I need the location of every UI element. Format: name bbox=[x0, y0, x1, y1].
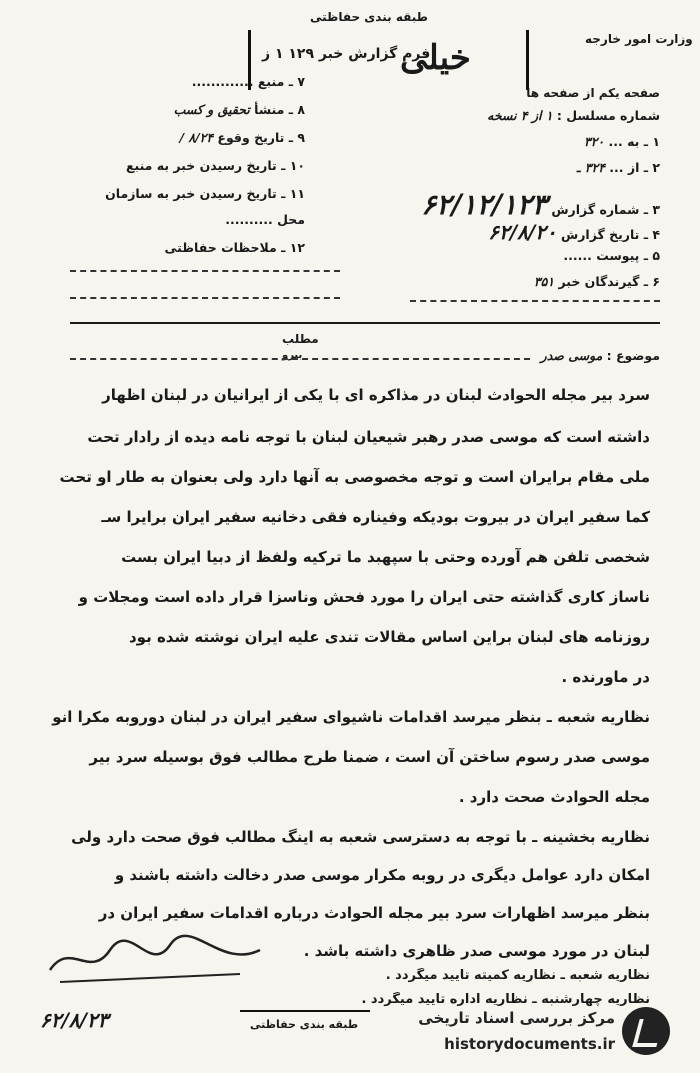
body-line: روزنامه های لبنان براین اساس مقالات تندی علیه ایران نوشته شده بود bbox=[128, 628, 650, 646]
handwritten-scribble bbox=[40, 930, 270, 990]
body-line: امکان دارد عوامل دیگری در روبه مکرار موسی صدر دخالت داشته باشند و bbox=[114, 866, 650, 884]
bottom-classification-label: طبقه بندی حفاظتی bbox=[250, 1018, 359, 1031]
field-event-date: ۹ ـ تاریخ وقوع ۸/۲۴ / bbox=[179, 130, 305, 145]
watermark-url: historydocuments.ir bbox=[444, 1035, 615, 1053]
field-to: ۱ ـ به ... ۳۲۰ bbox=[583, 134, 660, 149]
body-line: موسی صدر رسوم ساختن آن است ، ضمنا طرح مطالب فوق بوسیله سرد بیر bbox=[89, 748, 650, 766]
field-place: محل .......... bbox=[225, 212, 305, 227]
field-news-to-agency-date: ۱۱ ـ تاریخ رسیدن خبر به سازمان bbox=[105, 186, 305, 201]
field-report-date: ۴ ـ تاریخ گزارش ۶۲/۸/۲۰ bbox=[488, 220, 660, 244]
classification-stamp: خیلی bbox=[400, 38, 471, 78]
watermark-name: مرکز بررسی اسناد تاریخی bbox=[418, 1009, 615, 1027]
archive-logo-icon bbox=[622, 1007, 670, 1055]
watermark bbox=[400, 1003, 670, 1063]
footer-rule bbox=[240, 1010, 370, 1012]
body-line: نظاریه بخشینه ـ با توجه به دسترسی شعبه به اینگ مطالب فوق صحت دارد ولی bbox=[71, 828, 650, 846]
subject-row: موضوع : موسی صدر bbox=[540, 348, 660, 363]
body-line: ملی مقام برایران است و توجه مخصوصی به آنها دارد ولی بعنوان به طار او تحت bbox=[59, 468, 650, 486]
top-classification-label: طبقه بندی حفاظتی bbox=[310, 10, 428, 24]
body-line: لبنان در مورد موسی صدر ظاهری داشته باشد . bbox=[303, 942, 650, 960]
body-line: داشته است که موسی صدر رهبر شیعیان لبنان با توجه نامه دیده از رادار تحت bbox=[87, 428, 650, 446]
dashed-line bbox=[410, 300, 660, 302]
subject-dashed-line bbox=[70, 358, 530, 360]
body-line: در ماورنده . bbox=[561, 668, 650, 686]
body-line: مجله الحوادث صحت دارد . bbox=[458, 788, 650, 806]
field-origin: ۸ ـ منشأ تحقیق و کسب bbox=[173, 102, 305, 117]
body-line: نظاریه چهارشنبه ـ نظاریه اداره تایید میگردد . bbox=[361, 992, 650, 1007]
note-sub-label: بیرو bbox=[282, 350, 303, 361]
field-news-to-source-date: ۱۰ ـ تاریخ رسیدن خبر به منبع bbox=[125, 158, 305, 173]
field-recipients: ۶ ـ گیرندگان خبر ۳۵۱ bbox=[533, 274, 660, 289]
note-label: مطلب bbox=[282, 332, 319, 346]
field-attachment: ۵ ـ پیوست ...... bbox=[563, 248, 660, 263]
body-line: کما سفیر ایران در بیروت بودیکه وفیناره فقی دخانیه سفیر ایران برایرا سـ bbox=[101, 508, 650, 526]
page-of-label: صفحه یکم از صفحه ها bbox=[526, 86, 660, 100]
body-line: شخصی تلفن هم آورده وحتی با سپهبد ما ترکیه ولفظ از دبیا ایران بست bbox=[121, 548, 650, 566]
body-line: بنظر میرسد اظهارات سرد بیر مجله الحوادث درباره اقدامات سفیر ایران در bbox=[98, 904, 650, 922]
body-line: سرد بیر مجله الحوادث لبنان در مذاکره ای با یکی از ایرانیان در لبنان اظهار bbox=[102, 386, 650, 404]
body-line: نظاریه شعبه ـ بنظر میرسد اقدامات ناشیوای سفیر ایران در لبنان دوروبه مکرا انو bbox=[52, 708, 650, 726]
field-source: ۷ ـ منبع ............. bbox=[191, 74, 305, 89]
body-line: ناساز کاری گذاشته حتی ایران را مورد فحش وناسزا قرار داده است ومجلات و bbox=[78, 588, 650, 606]
dashed-line bbox=[70, 297, 340, 299]
field-report-number: ۳ ـ شماره گزارش ۶۲/۱۲/۱۲۳ bbox=[421, 188, 660, 221]
field-from: ۲ ـ از ... ۳۲۴ ـ bbox=[576, 160, 660, 175]
header-divider bbox=[70, 322, 660, 324]
handwritten-signature-date: ۶۲/۸/۲۳ bbox=[40, 1008, 109, 1032]
field-serial: شماره مسلسل : ۱ از ۴ نسخه bbox=[487, 108, 660, 123]
form-subtitle: فرم گزارش خبر ۱۲۹ ۱ ز bbox=[262, 46, 431, 62]
body-line: نظاریه شعبه ـ نظاریه کمیته تایید میگردد . bbox=[385, 968, 650, 983]
field-security-notes: ۱۲ ـ ملاحظات حفاظتی bbox=[164, 240, 305, 255]
ministry-label: وزارت امور خارجه bbox=[585, 32, 693, 46]
dashed-line bbox=[70, 270, 340, 272]
